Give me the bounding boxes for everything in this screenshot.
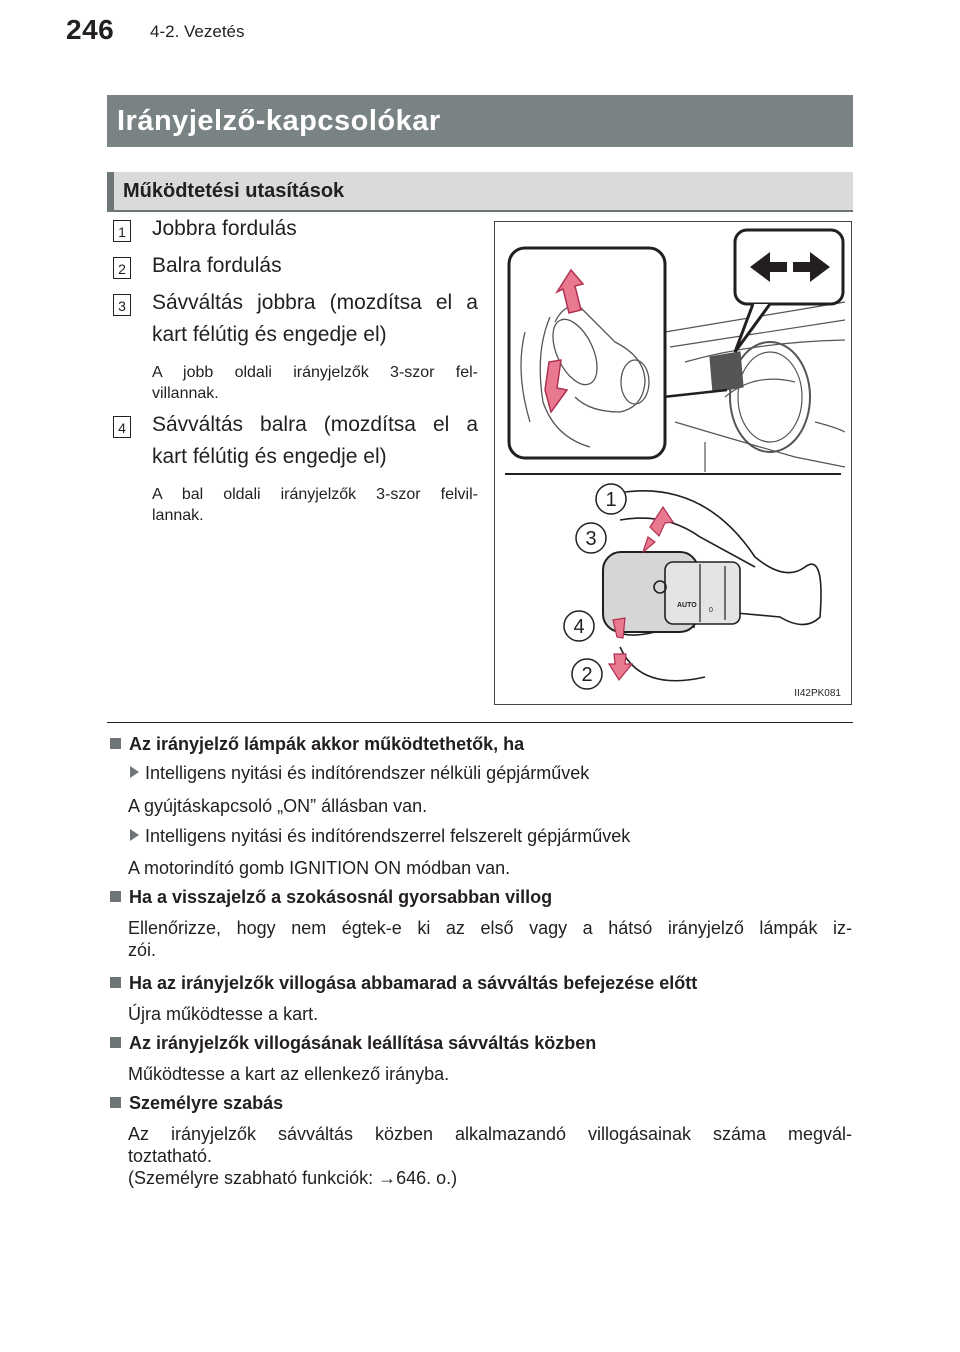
condition-bullet-text: Intelligens nyitási és indítórendszer nélküli gépjárművek: [145, 763, 590, 783]
note-heading: [110, 887, 552, 908]
chapter-title: 4-2. Vezetés: [150, 22, 245, 41]
condition-bullet-text: Intelligens nyitási és indítórendszerrel felszerelt gépjárművek: [145, 826, 631, 846]
callout-2: [572, 659, 602, 689]
note-heading-text: Személyre szabás: [129, 1093, 284, 1113]
dashboard-sketch: [665, 302, 845, 472]
step-text-line: kart félútig és engedje el): [152, 323, 387, 346]
step-text-line: Sávváltás jobbra (mozdítsa el a: [152, 291, 478, 314]
step-number: 3: [113, 294, 131, 316]
step-note: [152, 484, 478, 526]
lever-down-arrow-icon: [609, 654, 632, 680]
note-text: [128, 917, 852, 961]
step-note-line: A bal oldali irányjelzők 3-szor felvil-: [152, 486, 478, 503]
note-heading-text: Az irányjelzők villogásának leállítása sávváltás közben: [129, 1033, 597, 1053]
subsection-title-text: Működtetési utasítások: [123, 180, 345, 202]
direction-arrows-callout: [735, 230, 843, 352]
note-text: [128, 1123, 852, 1189]
note-text-line: toztatható.: [128, 1146, 213, 1166]
image-code: II42PK081: [794, 688, 841, 699]
note-heading-text: Ha az irányjelzők villogása abbamarad a sávváltás befejezése előtt: [129, 973, 698, 993]
note-text: A motorindító gomb IGNITION ON módban van.: [128, 858, 511, 878]
note-text-line: Ellenőrizze, hogy nem égtek-e ki az első vagy a hátsó irányjelző lámpák iz-: [128, 918, 852, 938]
step-note: [152, 362, 478, 404]
condition-bullet: [130, 763, 589, 784]
note-text-line: (Személyre szabható funkciók: →646. o.): [128, 1168, 458, 1188]
lever-inset: [509, 248, 727, 458]
step-text: [152, 409, 478, 473]
subsection-title: [107, 172, 853, 210]
off-mark: 0: [709, 607, 713, 614]
lever-closeup: [564, 484, 821, 689]
note-heading: [110, 734, 524, 755]
svg-text:3: 3: [585, 528, 597, 550]
square-bullet-icon: [110, 891, 121, 902]
note-text: A gyújtáskapcsoló „ON” állásban van.: [128, 796, 428, 816]
step-text: Jobbra fordulás: [152, 217, 297, 240]
note-text-line: zói.: [128, 940, 157, 960]
step-text: Balra fordulás: [152, 254, 282, 277]
square-bullet-icon: [110, 1097, 121, 1108]
square-bullet-icon: [110, 977, 121, 988]
note-text: Újra működtesse a kart.: [128, 1004, 319, 1024]
callout-4: [564, 611, 594, 641]
step-number: 2: [113, 257, 131, 279]
note-heading: [110, 973, 697, 994]
note-text: Működtesse a kart az ellenkező irányba.: [128, 1064, 450, 1084]
turn-signal-lever-illustration: [494, 221, 852, 705]
note-heading-text: Ha a visszajelző a szokásosnál gyorsabban villog: [129, 887, 553, 907]
auto-mark: AUTO: [677, 602, 697, 609]
step-note-line: A jobb oldali irányjelzők 3-szor fel-: [152, 364, 478, 381]
note-text-line: Az irányjelzők sávváltás közben alkalmazandó villogásainak száma megvál-: [128, 1124, 852, 1144]
note-heading: [110, 1033, 596, 1054]
triangle-bullet-icon: [130, 766, 139, 778]
step-text: [152, 287, 478, 351]
note-heading-text: Az irányjelző lámpák akkor működtethetők, ha: [129, 734, 525, 754]
svg-text:1: 1: [605, 489, 617, 511]
callout-3: [576, 523, 606, 553]
svg-text:2: 2: [581, 664, 593, 686]
note-heading: [110, 1093, 283, 1114]
step-number: 1: [113, 220, 131, 242]
condition-bullet: [130, 826, 630, 847]
square-bullet-icon: [110, 1037, 121, 1048]
step-note-line: lannak.: [152, 507, 204, 524]
page-number: 246: [66, 14, 115, 45]
square-bullet-icon: [110, 738, 121, 749]
section-title: Irányjelző-kapcsolókar: [107, 95, 853, 147]
lever-half-down-arrow-icon: [613, 618, 625, 638]
divider: [107, 722, 853, 723]
step-note-line: villannak.: [152, 385, 219, 402]
step-text-line: kart félútig és engedje el): [152, 445, 387, 468]
step-number: 4: [113, 416, 131, 438]
svg-text:4: 4: [573, 616, 585, 638]
triangle-bullet-icon: [130, 829, 139, 841]
illustration-svg: [495, 222, 851, 704]
callout-1: [596, 484, 626, 514]
step-text-line: Sávváltás balra (mozdítsa el a: [152, 413, 478, 436]
